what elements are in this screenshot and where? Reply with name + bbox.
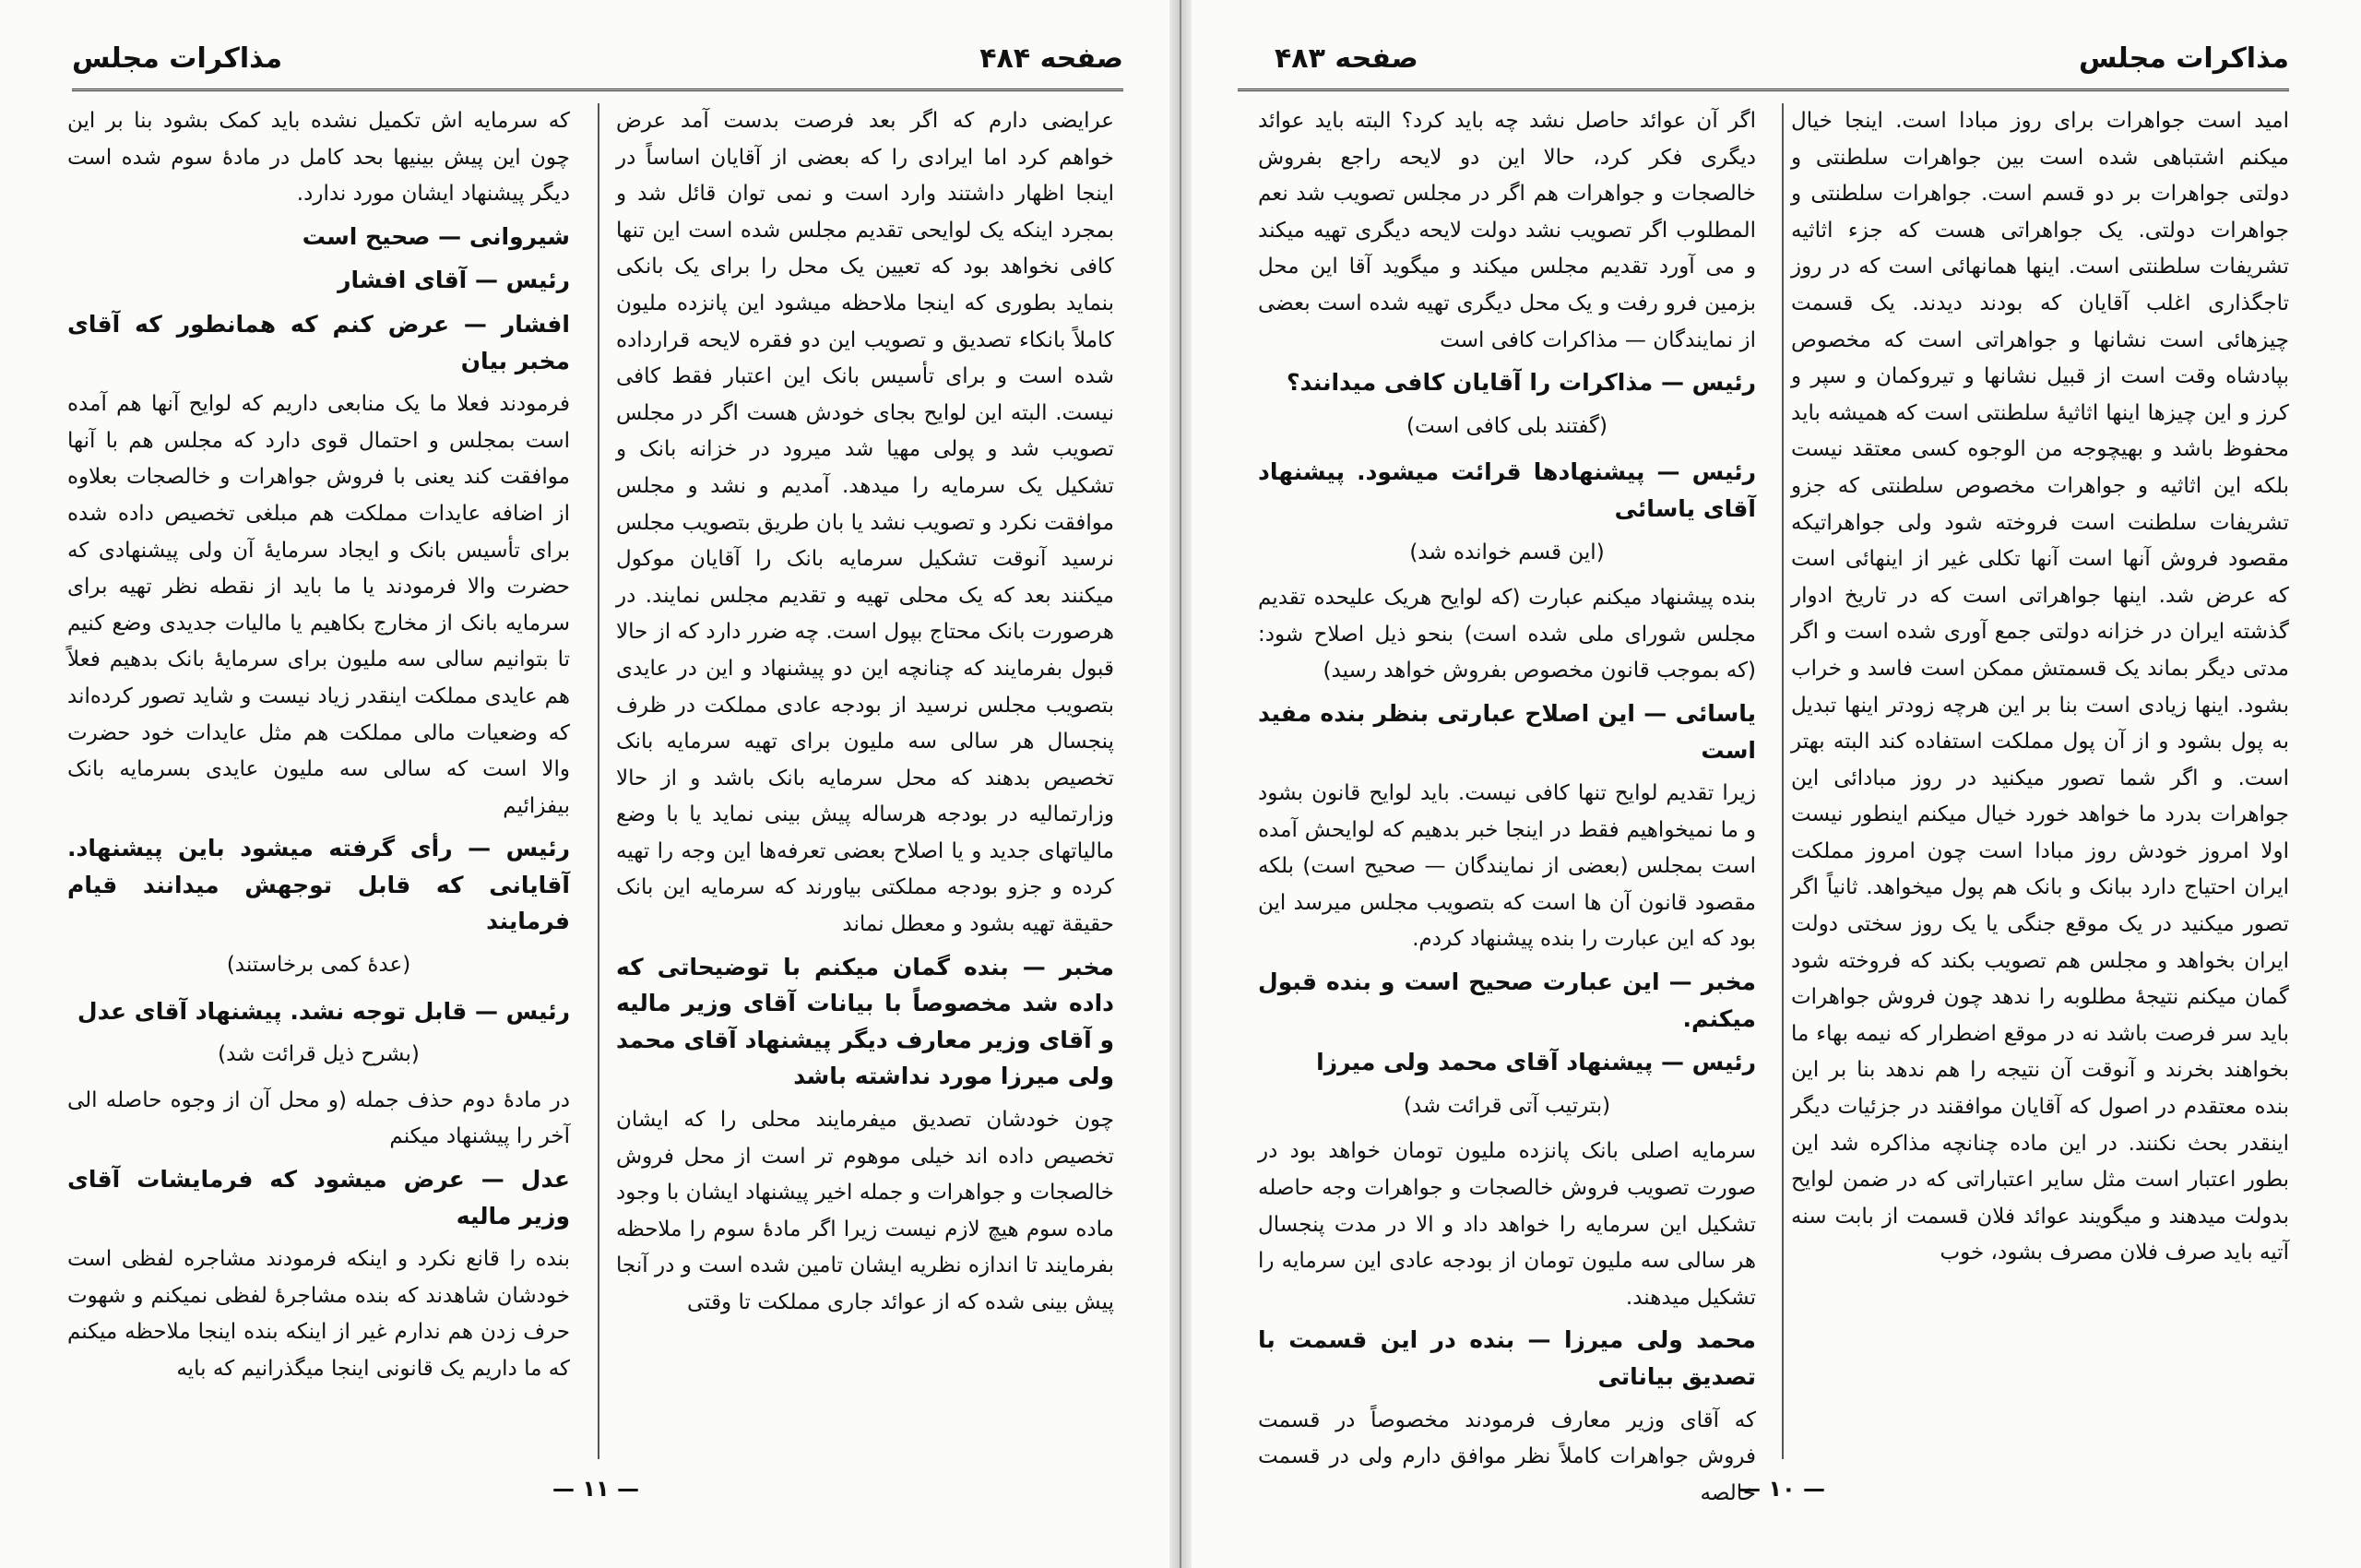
- text-column-right: [616, 103, 1114, 1468]
- parenthetical-note: (عدهٔ کمی برخاستند): [226, 953, 411, 978]
- header-page-number: صفحه ۴۸۴: [979, 42, 1123, 75]
- text-column-right: [1791, 103, 2289, 1468]
- paragraph: عرایضی دارم که اگر بعد فرصت بدست آمد عرض خواهم کرد اما ایرادی را که بعضی از آقایان اساساً در اینجا اظهار داشتند وارد است و نمی توان قائل شد و بمجرد اینکه یک لوایحی تقدیم مجلس شده است این تنها کافی نخواهد بود که تعیین یک محل را برای یک بانکی بنماید بطوری که اینجا ملاحظه میشود این پانزده ملیون کاملاً بانکاء تصدیق و تصویب این دو فقره لایحه قرارداده شده است و برای تأسیس بانک این اعتبار فقط کافی نیست. البته این لوایح بجای خودش هست اگر در مجلس تصویب شد و پولی مهیا شد میرود در خزانه بانک و تشکیل یک سرمایه را میدهد. آمدیم و نشد و مجلس موافقت نکرد و تصویب نشد یا بان طریق بتصویب مجلس نرسید آنوقت تشکیل سرمایه بانک را آقایان موکول میکنند بعد که یک محلی تهیه و تقدیم مجلس نمایند. در هرصورت بانک محتاج بپول است. چه ضرر دارد که از حالا قبول بفرمایند که چنانچه این دو پیشنهاد و این در عایدی بتصویب مجلس نرسید از بودجه عادی مملکت در ظرف پنجسال هر سالی سه ملیون برای تهیه سرمایه بانک تخصیص بدهند که محل سرمایه بانک باشد و از حالا وزارتمالیه در بودجه هرساله پیش بینی نماید یا با وضع مالیاتهای جدید و یا اصلاح بعضی تعرفه‌ها این وجه را تهیه کرده و جزو بودجه مملکتی بیاورند که سرمایه این بانک حقیقة تهیه بشود و معطل نماند: [616, 109, 1114, 937]
- paragraph: که آقای وزیر معارف فرمودند مخصوصاً در قسمت فروش جواهرات کاملاً نظر موافق دارم ولی در قسمت خالصه: [1258, 1408, 1756, 1505]
- speaker-line: رئیس — آقای افشار: [338, 267, 570, 294]
- speaker-line: مخبر — این عبارت صحیح است و بنده قبول میکنم.: [1258, 968, 1756, 1032]
- paragraph: زیرا تقدیم لوایح تنها کافی نیست. باید لوایح قانون بشود و ما نمیخواهیم فقط در اینجا خبر بدهیم که لوایحش آمده است بمجلس (بعضی از نمایندگان — صحیح است) بلکه مقصود قانون آن ها است که بتصویب مجلس میرسد این بود که این عبارت را بنده پیشنهاد کردم.: [1258, 781, 1756, 952]
- paragraph: که سرمایه اش تکمیل نشده باید کمک بشود بنا بر این چون این پیش بینیها بحد کامل در مادهٔ سوم شده است دیگر پیشنهاد ایشان مورد ندارد.: [67, 109, 570, 207]
- speaker-line: عدل — عرض میشود که فرمایشات آقای وزیر مالیه: [67, 1166, 570, 1229]
- text-column-left: [1258, 103, 1756, 1505]
- paragraph: اگر آن عوائد حاصل نشد چه باید کرد؟ البته باید عوائد دیگری فکر کرد، حالا این دو لایحه راجع بفروش خالصجات و جواهرات هم اگر در مجلس تصویب شد نعم المطلوب اگر تصویب نشد دولت لایحه دیگری تهیه میکند و می آورد تقدیم مجلس میکند و میگوید آقا این محل بزمین فرو رفت و یک محل دیگری تهیه شده است بعضی از نمایندگان — مذاکرات کافی است: [1258, 109, 1756, 352]
- paragraph: بنده پیشنهاد میکنم عبارت (که لوایح هریک علیحده تقدیم مجلس شورای ملی شده است) بنحو ذیل اصلاح شود: (که بموجب قانون مخصوص بفروش خواهد رسید): [1258, 586, 1756, 683]
- header-title: مذاکرات مجلس: [72, 42, 283, 75]
- parenthetical-note: (این قسم خوانده شد): [1409, 540, 1605, 564]
- paragraph: در مادهٔ دوم حذف جمله (و محل آن از وجوه حاصله الی آخر را پیشنهاد میکنم: [67, 1087, 570, 1149]
- header-title: مذاکرات مجلس: [2078, 42, 2289, 75]
- speaker-line: شیروانی — صحیح است: [302, 222, 570, 250]
- paragraph: فرمودند فعلا ما یک منابعی داریم که لوایح آنها هم آمده است بمجلس و احتمال قوی دارد که مجلس هم با آنها موافقت کند یعنی با فروش جواهرات و خالصجات بعلاوه از اضافه عایدات مملکت هم مبلغی تخصیص داده شده برای تأسیس بانک و ایجاد سرمایهٔ آن ولی پیشنهادی که حضرت والا فرمودند یا ما باید از نقطه نظر تهیه برای سرمایه بانک از مخارج بکاهیم یا مالیات جدیدی وضع کنیم تا بتوانیم سالی سه ملیون برای سرمایهٔ بانک بدهیم فعلاً هم عایدی مملکت اینقدر زیاد نیست و شاید تصور کرده‌اند که وضعیات مالی مملکت هم مثل عایدات خود حضرت والا است که سالی سه ملیون عایدی بسرمایه بانک بیفزائیم: [67, 392, 570, 818]
- speaker-line: رئیس — قابل توجه نشد. پیشنهاد آقای عدل: [77, 997, 570, 1025]
- speaker-line: رئیس — پیشنهادها قرائت میشود. پیشنهاد آقای یاسائی: [1258, 458, 1756, 522]
- page-header: [1238, 37, 2289, 91]
- speaker-line: رئیس — مذاکرات را آقایان کافی میدانند؟: [1286, 369, 1756, 397]
- speaker-line: محمد ولی میرزا — بنده در این قسمت با تصدیق بیاناتی: [1258, 1326, 1756, 1390]
- column-divider: [598, 103, 599, 1459]
- book-gutter: [1169, 0, 1192, 1568]
- speaker-line: افشار — عرض کنم که همانطور که آقای مخبر بیان: [67, 310, 570, 374]
- page-header: [72, 37, 1123, 91]
- speaker-line: رئیس — رأی گرفته میشود باین پیشنهاد. آقایانی که قابل توجهش میدانند قیام فرمایند: [67, 835, 570, 935]
- parenthetical-note: (گفتند بلی کافی است): [1406, 413, 1608, 438]
- paragraph: امید است جواهرات برای روز مبادا است. اینجا خیال میکنم اشتباهی شده است بین جواهرات سلطنتی و دولتی جواهرات بر دو قسم است. جواهرات سلطنتی و جواهرات دولتی. یک جواهراتی هست که جزء اثاثیه تشریفات سلطنتی است. اینها همانهائی است که در روز تاجگذاری اغلب آقایان که بودند دیدند. یک قسمت چیزهائی است نشانها و جواهراتی است که مخصوص بپادشاه وقت است از قبیل نشانها و تیروکمان و سپر و کرز و این چیزها اینها اثاثیهٔ سلطنتی است که همیشه باید محفوظ باشد و بهیچوجه من الوجوه کسی معتقد نیست بلکه این اثاثیه و جواهرات مخصوص سلطنتی که جزو تشریفات سلطنت است فروخته شود ولی جواهراتیکه مقصود فروش آنها است آنها تکلی غیر از اینهائی است که عرض شد. اینها جواهراتی است که در تاریخ ادوار گذشته ایران در خزانه دولتی جمع آوری شده است و اگر مدتی دیگر بماند یک قسمتش ممکن است فاسد و خراب بشود. اینها زیادی است بنا بر این هرچه زودتر اینها تبدیل به پول بشود و از آن پول مملکت استفاده کند البته بهتر است. و اگر شما تصور میکنید در روز مبادائی این جواهرات بدرد ما خواهد خورد خیال میکنم اینطور نیست اولا امروز خودش روز مبادا است چون امروز مملکت ایران احتیاج دارد ببانک و بانک هم پول میخواهد. ثانیاً اگر تصور میکنید در یک موقع جنگی یا یک روز سختی دولت ایران بخواهد و مجلس هم تصویب بکند که فروخته شود گمان میکنم نتیجهٔ مطلوبه را ندهد چون فروش جواهرات باید سر فرصت باشد نه در موقع اضطرار که نیمه بهاء ما بخواهند بخرند و آنوقت آن نتیجه را هم ندهد بنا بر این بنده معتقدم در اصول که آقایان موافقند در جزئیات دیگر اینقدر بحث نکنند. در این ماده چنانچه مذاکره شد این بطور اعتبار است مثل سایر اعتباراتی که در ضمن لوایح بدولت میدهند و میگویند عوائد فلان قسمت از بابت سنه آتیه باید صرف فلان مصرف بشود، خوب: [1791, 109, 2289, 1265]
- paragraph: بنده را قانع نکرد و اینکه فرمودند مشاجره لفظی است خودشان شاهدند که بنده مشاجرهٔ لفظی نمیکنم و شهوت حرف زدن هم ندارم غیر از اینکه بنده اینجا ملاحظه میکنم که ما داریم یک قانونی اینجا میگذرانیم که بایه: [67, 1247, 570, 1381]
- page-483: [1192, 0, 2361, 1568]
- speaker-line: مخبر — بنده گمان میکنم با توضیحاتی که داده شد مخصوصاً با بیانات آقای وزیر مالیه و آقای وزیر معارف دیگر پیشنهاد آقای محمد ولی میرزا مورد نداشته باشد: [616, 953, 1114, 1090]
- column-divider: [1782, 103, 1784, 1459]
- paragraph: سرمایه اصلی بانک پانزده ملیون تومان خواهد بود در صورت تصویب فروش خالصجات و جواهرات وجه حاصله تشکیل این سرمایه را خواهد داد و الا در مدت پنجسال هر سالی سه ملیون تومان از بودجه عادی این سرمایه را تشکیل میدهند.: [1258, 1139, 1756, 1310]
- text-column-left: [67, 103, 570, 1468]
- page-484: [0, 0, 1169, 1568]
- page-footer-number: — ۱۱ —: [552, 1476, 639, 1502]
- speaker-line: رئیس — پیشنهاد آقای محمد ولی میرزا: [1316, 1049, 1756, 1076]
- parenthetical-note: (بترتیب آتی قرائت شد): [1403, 1093, 1611, 1118]
- page-footer-number: — ۱۰ —: [1738, 1476, 1825, 1502]
- paragraph: چون خودشان تصدیق میفرمایند محلی را که ایشان تخصیص داده اند خیلی موهوم تر است از محل فروش خالصجات و جواهرات و جمله اخیر پیشنهاد ایشان با وجود ماده سوم هیچ لازم نیست زیرا اگر مادهٔ سوم را ملاحظه بفرمایند تا اندازه نظریه ایشان تامین شده است و در آنجا پیش بینی شده که از عوائد جاری مملکت تا وقتی: [616, 1108, 1114, 1314]
- parenthetical-note: (بشرح ذیل قرائت شد): [218, 1042, 420, 1067]
- speaker-line: یاسائی — این اصلاح عبارتی بنظر بنده مفید است: [1258, 699, 1756, 764]
- header-page-number: صفحه ۴۸۳: [1275, 42, 1418, 75]
